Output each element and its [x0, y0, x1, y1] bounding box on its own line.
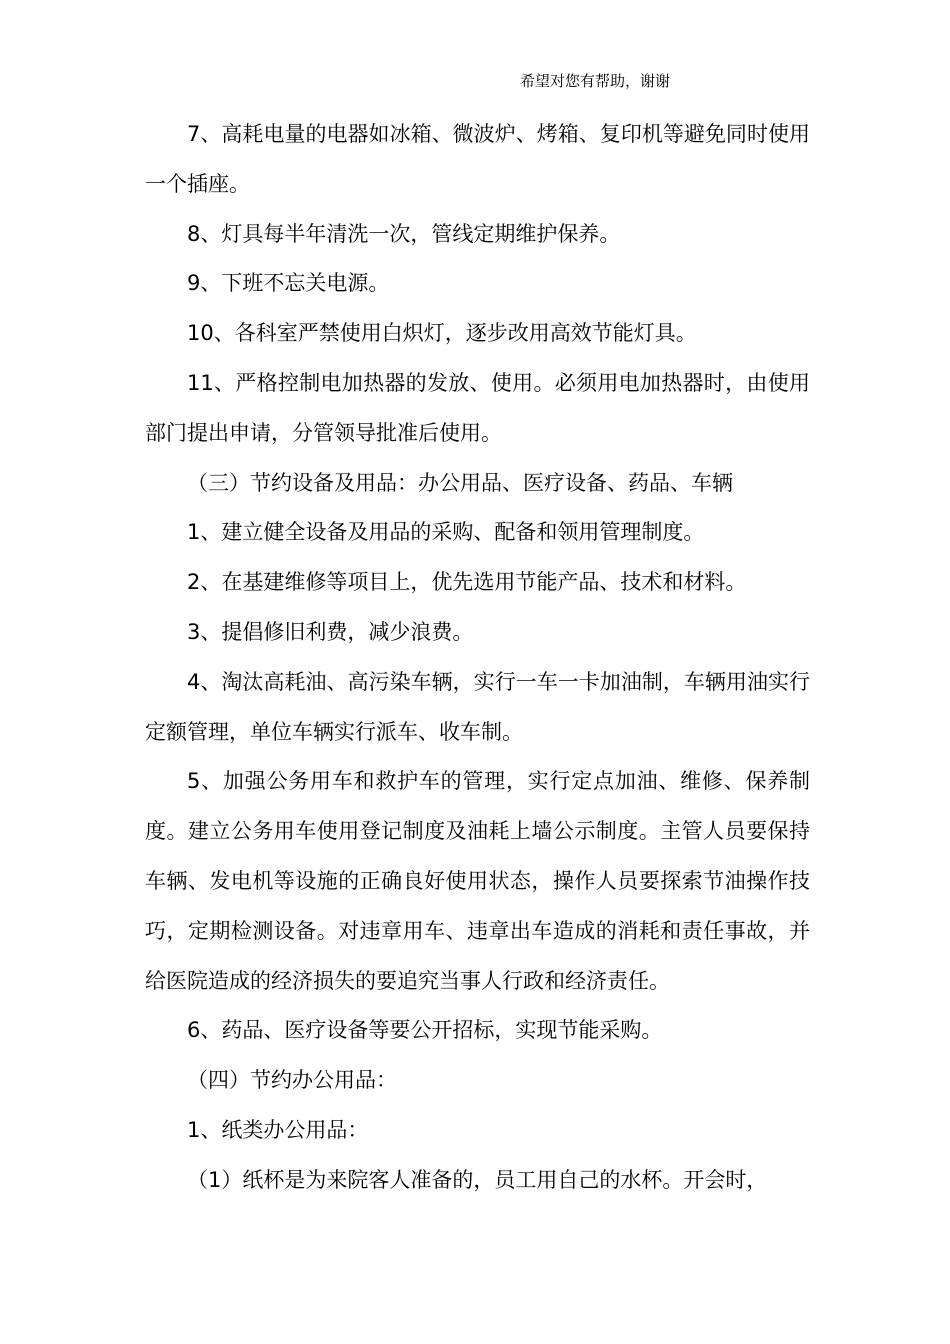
paragraph-s3-2: 2、在基建维修等项目上，优先选用节能产品、技术和材料。	[187, 570, 747, 595]
section-heading-4: （四）节约办公用品：	[187, 1068, 397, 1093]
paragraph-s3-4: 4、淘汰高耗油、高污染车辆，实行一车一卡加油制，车辆用油实行定额管理，单位车辆实行派车、收车制。	[145, 669, 810, 744]
paragraph-10-incandescent: 10、各科室严禁使用白炽灯，逐步改用高效节能灯具。	[187, 321, 697, 346]
paragraph-s3-3: 3、提倡修旧利费，减少浪费。	[187, 619, 474, 644]
paragraph-s4-1-1: （1）纸杯是为来院客人准备的，员工用自己的水杯。开会时，	[187, 1167, 768, 1192]
paragraph-s4-1: 1、纸类办公用品：	[187, 1117, 369, 1142]
document-body	[145, 110, 810, 1206]
page-header: 希望对您有帮助，谢谢	[520, 72, 671, 90]
paragraph-11-heaters: 11、严格控制电加热器的发放、使用。必须用电加热器时，由使用部门提出申请，分管领导批准后使用。	[145, 370, 810, 445]
paragraph-8-lamps: 8、灯具每半年清洗一次，管线定期维护保养。	[187, 221, 621, 246]
paragraph-s3-5: 5、加强公务用车和救护车的管理，实行定点加油、维修、保养制度。建立公务用车使用登记制度及油耗上墙公示制度。主管人员要保持车辆、发电机等设施的正确良好使用状态，操作人员要探索节油操作技巧，定期检测设备。对违章用车、违章出车造成的消耗和责任事故，并给医院造成的经济损失的要追究当事人行政和经济责任。	[145, 769, 810, 993]
paragraph-s3-6: 6、药品、医疗设备等要公开招标，实现节能采购。	[187, 1018, 663, 1043]
paragraph-9-power-off: 9、下班不忘关电源。	[187, 271, 390, 296]
paragraph-7-appliances: 7、高耗电量的电器如冰箱、微波炉、烤箱、复印机等避免同时使用一个插座。	[145, 122, 810, 196]
section-heading-3: （三）节约设备及用品：办公用品、医疗设备、药品、车辆	[187, 470, 733, 495]
paragraph-s3-1: 1、建立健全设备及用品的采购、配备和领用管理制度。	[187, 520, 705, 545]
